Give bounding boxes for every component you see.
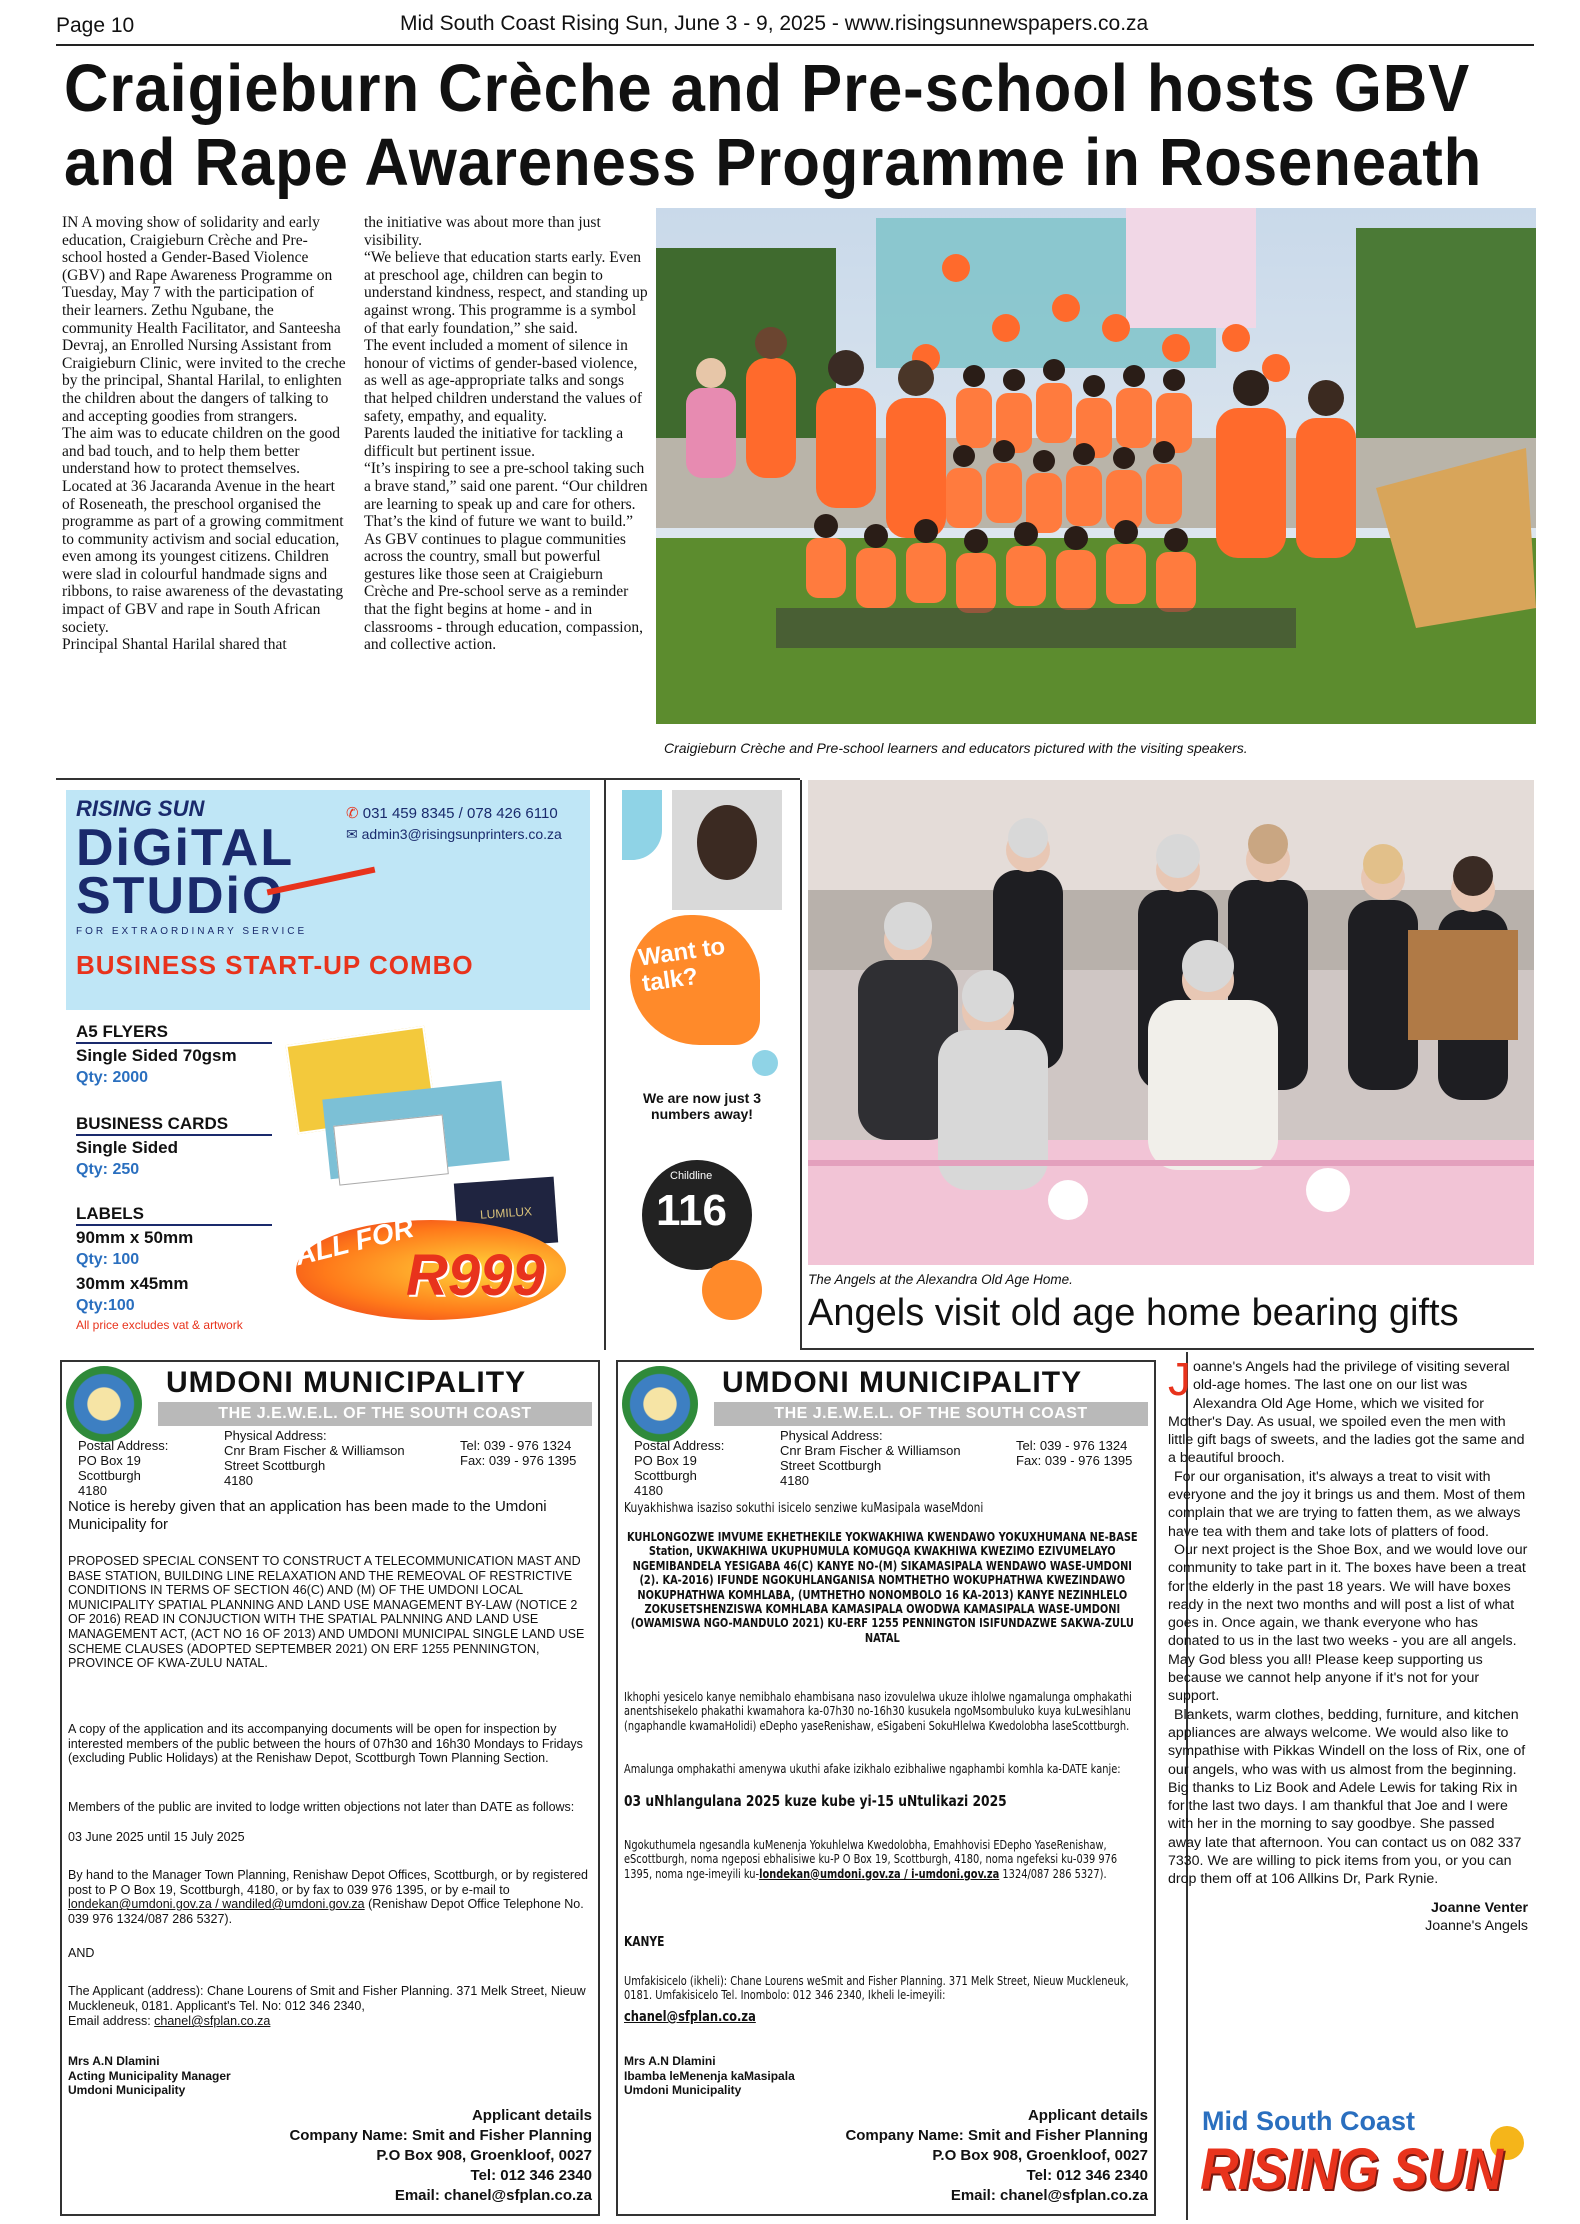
masthead: Mid South Coast Rising Sun, June 3 - 9, 2025 - www.risingsunnewspapers.co.za: [400, 12, 1149, 35]
notice-zu-byhand-text: Ngokuthumela ngesandla kuMenenja Yokuhlelwa Kwedolobha, Emahhovisi EDepho YaseRenishaw, eScottburgh, noma ngeposi ebhalisiwe ku-P O Box 19, Scottburgh, 4180, noma ngefeksi ku-039 976 1395, noma nge-imeyili ku-: [624, 1838, 1118, 1881]
notice-en-byhand: [68, 1868, 588, 1926]
notice-en-email-label: Email address:: [68, 2014, 155, 2028]
ad-all-for: ALL FOR: [291, 1211, 417, 1272]
municipal-notice-english: [60, 1360, 600, 2216]
childline-ad: [612, 790, 792, 1340]
email-icon: ✉: [346, 826, 358, 842]
notice-en-dates: 03 June 2025 until 15 July 2025: [68, 1830, 245, 1844]
angels-caption: The Angels at the Alexandra Old Age Home.: [808, 1272, 1073, 1287]
ad-item-cards-spec: Single Sided: [76, 1138, 179, 1157]
notice-en-byhand-tail: (Renishaw Depot Office Telephone No. 039 976 1324/087 286 5327).: [68, 1897, 584, 1926]
childline-number: 116: [656, 1186, 727, 1235]
lead-col1-p4: Principal Shantal Harilal shared that: [62, 636, 287, 654]
municipality-crest-icon: [66, 1366, 142, 1442]
angels-dropcap: J: [1168, 1353, 1191, 1405]
lead-photo-caption: Craigieburn Crèche and Pre-school learners and educators pictured with the visiting speakers.: [664, 740, 1248, 756]
lead-column-2: [364, 214, 648, 654]
childline-orange-dot: [702, 1260, 762, 1320]
lead-headline-line1: Craigieburn Crèche and Pre-school hosts GBV: [64, 51, 1471, 126]
childline-shape: [622, 790, 662, 860]
notice-en-title: UMDONI MUNICIPALITY: [166, 1366, 527, 1399]
notice-zu-byhand: [624, 1838, 1141, 1881]
angels-p5: Big thanks to Liz Book and Adele Lewis for taking Rix in for the last two days. I am thankful that Joe and I were with her in the morning to say goodbye. She passed away late that afternoon. You can contact us on 082 337 7330. We are willing to pick items from you, or you can drop them off at 106 Allkins Dr, Park Rynie.: [1168, 1779, 1522, 1888]
ad-tagline: FOR EXTRAORDINARY SERVICE: [76, 926, 308, 937]
notice-zu-signatory: [624, 2054, 795, 2098]
lead-col2-p4: Parents lauded the initiative for tackling a difficult but pertinent issue.: [364, 425, 624, 460]
notice-en-details-title: Applicant details: [471, 2107, 592, 2124]
column-divider: [800, 780, 802, 1350]
notice-en-applicant-details: [289, 2106, 592, 2206]
notice-zu-byhand-tail: 1324/087 286 5327).: [999, 1866, 1107, 1881]
column-divider: [604, 780, 606, 1350]
lead-headline-line2: and Rape Awareness Programme in Roseneath: [64, 125, 1483, 200]
notice-zu-sign-title: Ibamba leMenenja kaMasipala: [624, 2068, 795, 2083]
ad-item-cards-qty: Qty: 250: [76, 1161, 140, 1178]
notice-en-details-company: Company Name: Smit and Fisher Planning: [289, 2127, 592, 2144]
notice-zu-dates: 03 uNhlangulana 2025 kuze kube yi-15 uNtulikazi 2025: [624, 1792, 1007, 1810]
notice-en-email-link[interactable]: londekan@umdoni.gov.za / wandiled@umdoni.gov.za: [68, 1897, 365, 1912]
notice-en-email-line: [68, 2014, 270, 2029]
ad-label-sample: LUMILUX: [454, 1177, 558, 1250]
notice-zu-copy: Ikhophi yesicelo kanye nemibhalo ehambisana naso izovulelwa ukuze ihlolwe ngamalunga omphakathi anentshisekelo phakathi kwamahora ka-07h30 no-16h30 kusukela ngoMsombuluko kuya kuLwesihlanu (ngaphandle kwamaHolidi) eDepho yaseRenishaw, eSigabeni SokuHlelwa Kwedolobha laseScottburgh.: [624, 1690, 1132, 1733]
angels-p3: Our next project is the Shoe Box, and we would love our community to take part in it. The boxes have been a treat for the elderly in the past 18 years. We will have boxes ready in the next two months and will post a list of what goes in. Once again, we thank everyone who has donated to us in the last two weeks - you are all angels. May God bless you all! Please keep supporting us because we cannot help anyone if it's not for your support.: [1168, 1541, 1528, 1705]
angels-p1: oanne's Angels had the privilege of visiting several old-age homes. The last one on our list was Alexandra Old Age Home, which we visited for Mother's Day. As usual, we spoiled even the men with little gift bags of sweets, and the ladies got the same and a beautiful brooch.: [1168, 1359, 1525, 1467]
digital-studio-ad: [66, 790, 590, 1340]
childline-photo: [672, 790, 782, 910]
logo-top-text: Mid South Coast: [1202, 2106, 1415, 2136]
notice-zu-applicant-details: [845, 2106, 1148, 2206]
header-rule: [56, 44, 1534, 46]
municipal-notice-zulu: [616, 1360, 1156, 2216]
ad-studio-line1: DiGiTAL: [76, 819, 295, 877]
notice-zu-sign-org: Umdoni Municipality: [624, 2083, 742, 2098]
ad-combo-title: BUSINESS START-UP COMBO: [76, 950, 474, 980]
ad-phone-text: 031 459 8345 / 078 426 6110: [362, 805, 558, 822]
ad-phone: [346, 804, 558, 822]
section-rule: [56, 778, 800, 780]
notice-en-sign-org: Umdoni Municipality: [68, 2083, 186, 2098]
lead-col2-p2: “We believe that education starts early. Even at preschool age, children can begin to understand kindness, respect, and standing up against wrong. This programme is a symbol of that early foundation,” she said.: [364, 249, 648, 337]
childline-dot: [752, 1050, 778, 1076]
lead-col2-p5: “It’s inspiring to see a pre-school taking such a brave stand,” said one parent. “Our children are learning to speak up and care for others. That’s the kind of future we want to build.”: [364, 460, 648, 531]
lead-headline: [64, 51, 1483, 200]
notice-en-applicant-email[interactable]: chanel@sfplan.co.za: [154, 2014, 271, 2028]
lead-col1-p3: Located at 36 Jacaranda Avenue in the heart of Roseneath, the preschool organised the programme as part of a growing commitment to community activism and social education, even among its youngest citizens. Children were slad in colourful handmade signs and ribbons, to raise awareness of the devastating impact of GBV and rape in South African society.: [62, 477, 344, 636]
notice-en-applicant: The Applicant (address): Chane Lourens of Smit and Fisher Planning. 371 Melk Street, Nieuw Muckleneuk, 0181. Applicant's Tel. No: 012 346 2340,: [68, 1984, 586, 2013]
ad-email-text: admin3@risingsunprinters.co.za: [361, 826, 562, 842]
lead-photo: [656, 208, 1536, 724]
ad-item-flyers-spec: Single Sided 70gsm: [76, 1046, 237, 1065]
lead-col1-p2: The aim was to educate children on the good and bad touch, and to help them better understand how to protect themselves.: [62, 425, 341, 478]
notice-zu-applicant: Umfakisicelo (ikheli): Chane Lourens weSmit and Fisher Planning. 371 Melk Street, Nieuw Muckleneuk, 0181. Umfakisicelo Tel. Inombolo: 012 346 2340, Ikheli le-imeyili:: [624, 1974, 1129, 2003]
angels-signature-org: Joanne's Angels: [1425, 1917, 1528, 1934]
notice-en-postal: Postal Address: PO Box 19 Scottburgh 4180: [78, 1438, 169, 1498]
lead-col2-p3: The event included a moment of silence in honour of victims of gender-based violence, as well as age-appropriate talks and songs that helped children understand the values of safety, empathy, and equality.: [364, 337, 643, 425]
lead-col2-p1: the initiative was about more than just visibility.: [364, 214, 601, 249]
ad-item-flyers-qty: Qty: 2000: [76, 1069, 149, 1086]
rising-sun-logo: [1200, 2106, 1530, 2216]
phone-icon: ✆: [346, 805, 359, 822]
ad-item-cards-title: BUSINESS CARDS: [76, 1114, 272, 1136]
notice-zu-postal: Postal Address: PO Box 19 Scottburgh 4180: [634, 1438, 725, 1498]
notice-en-sign-title: Acting Municipality Manager: [68, 2068, 231, 2083]
ad-item-labels-spec1: 90mm x 50mm: [76, 1228, 194, 1247]
angels-article: [1168, 1353, 1528, 1935]
ad-studio-line2: STUDiO: [76, 867, 285, 925]
angels-photo-illustration: [808, 780, 1534, 1265]
notice-en-tagline: THE J.E.W.E.L. OF THE SOUTH COAST: [158, 1402, 592, 1426]
lead-photo-illustration: [656, 208, 1536, 724]
notice-en-byhand-text: By hand to the Manager Town Planning, Renishaw Depot Offices, Scottburgh, or by registered post to P O Box 19, Scottburgh, 4180, or by fax to 039 976 1395, or by e-mail to: [68, 1868, 588, 1897]
notice-zu-details-tel: Tel: 012 346 2340: [1026, 2167, 1148, 2184]
lead-column-1: [62, 214, 346, 654]
childline-sub: We are now just 3 numbers away!: [643, 1090, 761, 1122]
ad-item-labels-qty1: Qty: 100: [76, 1251, 140, 1268]
notice-zu-title: UMDONI MUNICIPALITY: [722, 1366, 1083, 1399]
ad-item-labels-title: LABELS: [76, 1204, 272, 1226]
angels-p4: Blankets, warm clothes, bedding, furniture, and kitchen appliances are always welcome. We would also like to sympathise with Pikkas Windell on the loss of Rix, one of our angels, who was with us almost from the beginning.: [1168, 1706, 1526, 1778]
logo-main-text: RISING SUN: [1200, 2137, 1503, 2202]
notice-zu-details-company: Company Name: Smit and Fisher Planning: [845, 2127, 1148, 2144]
notice-en-physical: Physical Address: Cnr Bram Fischer & Williamson Street Scottburgh 4180: [224, 1428, 405, 1488]
childline-child: [697, 805, 757, 880]
lead-col1-p1: IN A moving show of solidarity and early education, Craigieburn Crèche and Pre-school hosted a Gender-Based Violence (GBV) and Rape Awareness Programme on Tuesday, May 7 with the participation of their learners. Zethu Ngubane, the community Health Facilitator, and Santeesha Devraj, an Enrolled Nursing Assistant from Craigieburn Clinic, were invited to the creche by the principal, Shantal Harilal, to enlighten the children about the dangers of talking to and accepting goodies from strangers.: [62, 214, 346, 425]
childline-label: Childline: [670, 1170, 713, 1182]
notice-zu-intro: Kuyakhishwa isaziso sokuthi isicelo senziwe kuMasipala waseMdoni: [624, 1501, 984, 1516]
notice-zu-tagline: THE J.E.W.E.L. OF THE SOUTH COAST: [714, 1402, 1148, 1426]
notice-zu-email-link[interactable]: londekan@umdoni.gov.za / i-umdoni.gov.za: [759, 1866, 1000, 1881]
notice-zu-proposal: KUHLONGOZWE IMVUME EKHETHEKILE YOKWAKHIWA KWENDAWO YOKUXHUMANA NE-BASE Station, UKWAKHIWA UKUPHUMULA KOMUGQA KWAKHIWA KWEZIMO EZIVUMELAYO NGEMIBANDELA YESIGABA 46(C) KANYE NO-(M) SIKAMASIPALA WENDAWO WASE-UMDONI (2). KA-2016) IFUNDE NGOKUHLANGANISA NOMTHETHO WOKUPHATHWA KWEZINDAWO NOKUPHATHWA KOMHLABA, (UMTHETHO NONOMBOLO 16 KA-2013) KANYE NEZINHLELO ZOKUSETSHENZISWA KOMHLABA KAMASIPALA OWODWA KAMASIPALA WASE-UMDONI (OWAMISWA NGO-MANDULO 2021) KU-ERF 1255 PENNINGTON ISIFUNDAZWE SAKWA-ZULU NATAL: [626, 1530, 1138, 1645]
notice-en-members: Members of the public are invited to lodge written objections not later than DATE as follows:: [68, 1800, 575, 1814]
notice-en-contact: Tel: 039 - 976 1324 Fax: 039 - 976 1395: [460, 1438, 577, 1468]
page-number: Page 10: [56, 14, 135, 37]
section-rule: [800, 1348, 1534, 1350]
notice-en-and: AND: [68, 1946, 95, 1960]
notice-en-details-email: Email: chanel@sfplan.co.za: [394, 2187, 592, 2204]
notice-en-proposal: PROPOSED SPECIAL CONSENT TO CONSTRUCT A TELECOMMUNICATION MAST AND BASE STATION, BUILDING LINE RELAXATION AND THE REMEOVAL OF RESTRICTIVE CONDITIONS IN TERMS OF SECTION 46(C) AND (M) OF THE UMDONI LOCAL MUNICIPALITY SPATIAL PLANNING AND LAND USE MANAGEMENT BY-LAW (NOTICE 2 OF 2016) READ IN CONJUCTION WITH THE SPATIAL PALNNING AND LAND USE MANAGEMENT ACT, (ACT NO 16 OF 2013) AND UMDONI MUNICIPAL SINGLE LAND USE SCHEME CLAUSES (ADOPTED SEPTEMBER 2021) ON ERF 1255 PENNINGTON, PROVINCE OF KWA-ZULU NATAL.: [68, 1554, 585, 1671]
notice-en-copy: A copy of the application and its accompanying documents will be open for inspection by interested members of the public between the hours of 07h30 and 16h30 Mondays to Fridays (excluding Public Holidays) at the Renishaw Depot, Scottburgh Town Planning Section.: [68, 1722, 583, 1766]
ad-card-sample: [333, 1114, 449, 1185]
notice-zu-physical: Physical Address: Cnr Bram Fischer & Williamson Street Scottburgh 4180: [780, 1428, 961, 1488]
notice-en-details-tel: Tel: 012 346 2340: [470, 2167, 592, 2184]
angels-signature-name: Joanne Venter: [1431, 1899, 1528, 1916]
angels-headline: Angels visit old age home bearing gifts: [808, 1292, 1459, 1334]
ad-item-flyers-title: A5 FLYERS: [76, 1022, 272, 1044]
ad-note: All price excludes vat & artwork: [76, 1318, 243, 1332]
ad-item-labels-spec2: 30mm x45mm: [76, 1274, 189, 1293]
notice-zu-sign-name: Mrs A.N Dlamini: [624, 2054, 716, 2068]
notice-en-details-address: P.O Box 908, Groenkloof, 0027: [376, 2147, 592, 2164]
notice-zu-and: KANYE: [624, 1935, 665, 1950]
municipality-crest-icon: [622, 1366, 698, 1442]
ad-studio-logo: [76, 819, 295, 925]
childline-bubble-text: Want to talk?: [636, 932, 727, 998]
notice-zu-details-email: Email: chanel@sfplan.co.za: [950, 2187, 1148, 2204]
notice-en-sign-name: Mrs A.N Dlamini: [68, 2054, 160, 2068]
lead-col2-p6: As GBV continues to plague communities across the country, small but powerful gestures like those seen at Craigieburn Crèche and Pre-school serve as a reminder that the fight begins at home - and in classrooms - through education, compassion, and collective action.: [364, 530, 643, 654]
ad-email: [346, 826, 562, 843]
ad-brand: RISING SUN: [76, 796, 205, 821]
notice-zu-members: Amalunga omphakathi amenywa ukuthi afake izikhalo ezibhaliwe ngaphambi komhla ka-DATE kanje:: [624, 1762, 1121, 1776]
angels-p2: For our organisation, it's always a treat to visit with everyone and the joy it brings us and them. Most of them complain that we are trying to fatten them, as we always have tea with them and take lots of platters of food.: [1168, 1468, 1526, 1540]
notice-en-signatory: [68, 2054, 231, 2098]
notice-zu-details-address: P.O Box 908, Groenkloof, 0027: [932, 2147, 1148, 2164]
notice-zu-details-title: Applicant details: [1027, 2107, 1148, 2124]
notice-en-intro: Notice is hereby given that an application has been made to the Umdoni Municipality for: [68, 1498, 547, 1533]
ad-price: R999: [406, 1243, 545, 1308]
notice-zu-applicant-email[interactable]: chanel@sfplan.co.za: [624, 2009, 756, 2025]
ad-item-labels-qty2: Qty:100: [76, 1297, 135, 1314]
angels-photo: [808, 780, 1534, 1265]
notice-zu-contact: Tel: 039 - 976 1324 Fax: 039 - 976 1395: [1016, 1438, 1133, 1468]
